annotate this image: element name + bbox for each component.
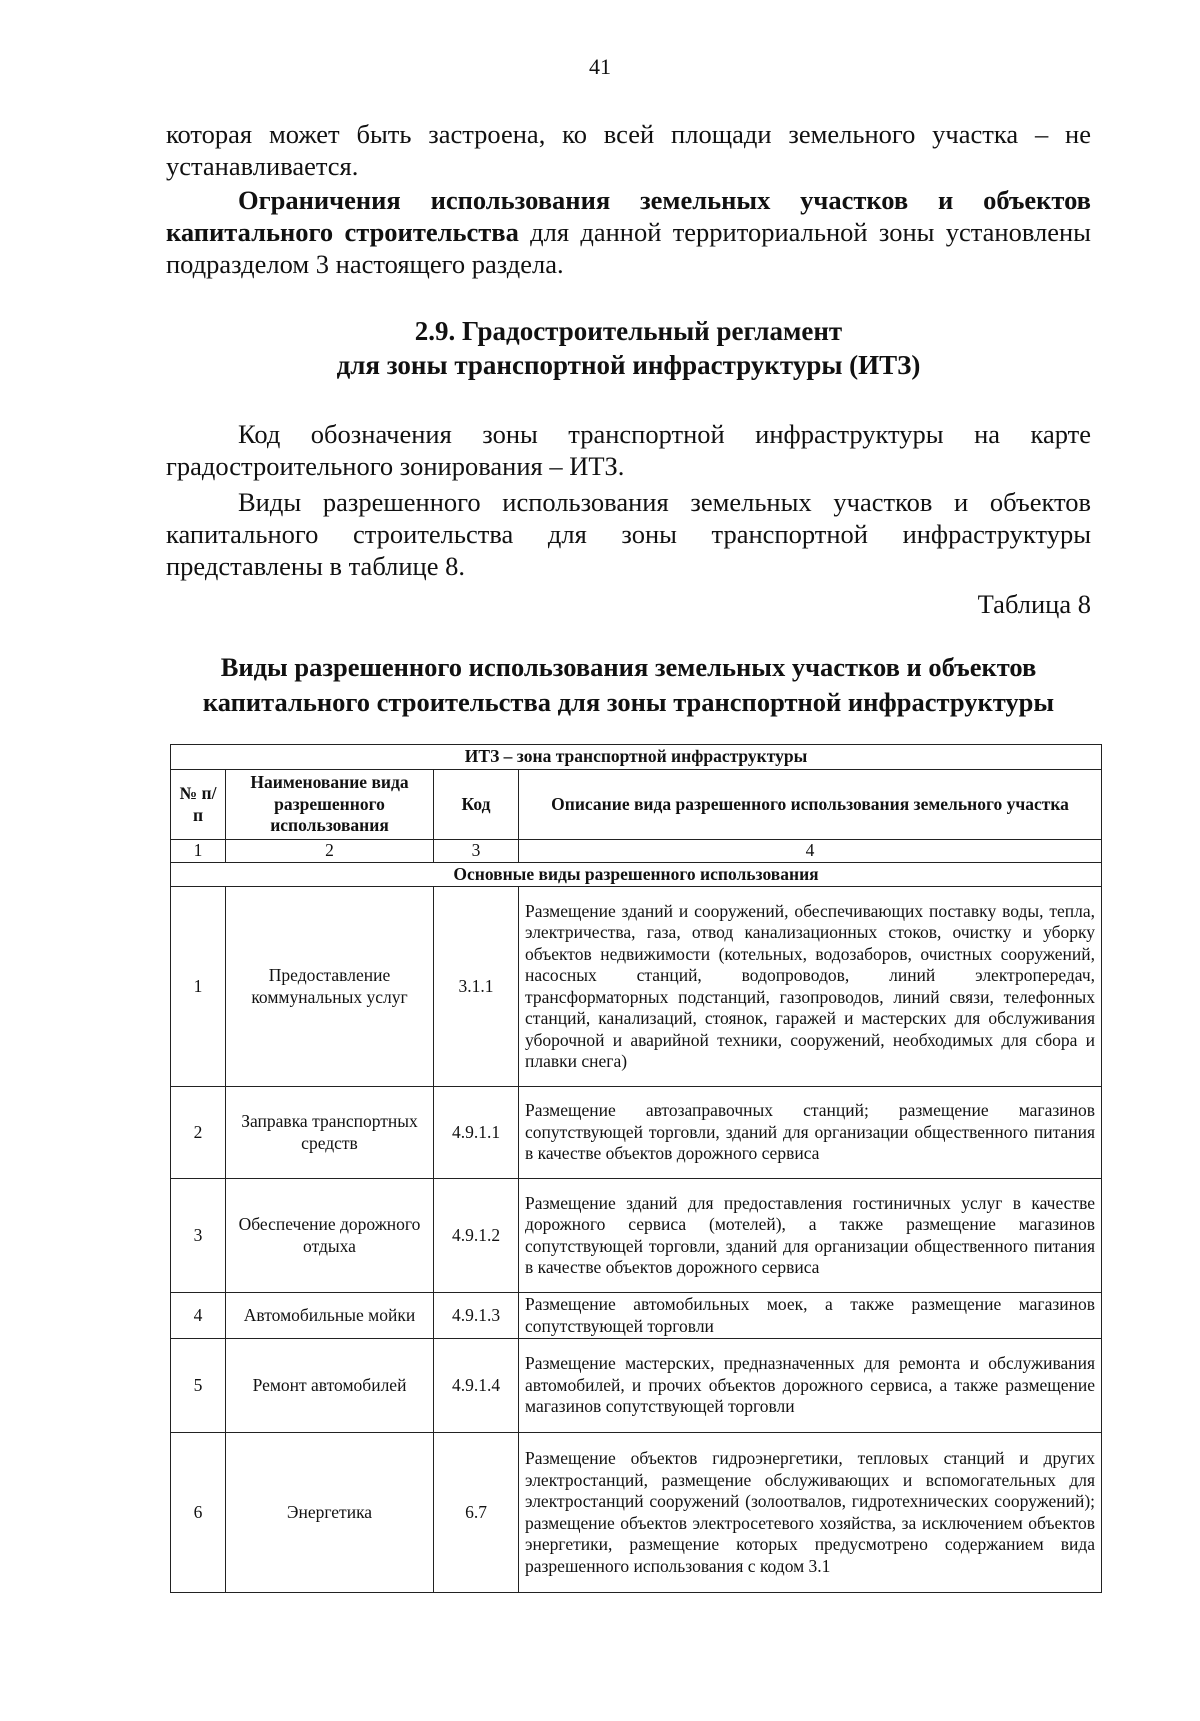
row-num: 2: [171, 1087, 226, 1179]
row-name: Автомобильные мойки: [226, 1293, 434, 1339]
landuse-intro-text: Виды разрешенного использования земельных участков и объектов капитального строительства для зоны транспортной инфраструктуры представлены в таблице 8.: [166, 487, 1091, 581]
zone-code-paragraph: [166, 418, 1091, 482]
section-heading-line1: 2.9. Градостроительный регламент: [414, 316, 843, 346]
table-label: [166, 588, 1091, 620]
landuse-intro-paragraph: [166, 486, 1091, 582]
col-number-4: 4: [519, 840, 1102, 863]
row-num: 3: [171, 1179, 226, 1293]
col-header-code: Код: [434, 770, 519, 840]
row-description: Размещение мастерских, предназначенных для ремонта и обслуживания автомобилей, и прочих объектов дорожного сервиса, а также размещение магазинов сопутствующей торговли: [519, 1339, 1102, 1433]
column-header-row: [171, 770, 1102, 840]
table-row: [171, 1087, 1102, 1179]
row-code: 4.9.1.2: [434, 1179, 519, 1293]
intro-continuation: [166, 118, 1091, 182]
col-number-3: 3: [434, 840, 519, 863]
restriction-bold-text: Ограничения использования земельных участков и объектов капитального строительства: [166, 185, 1091, 247]
row-num: 6: [171, 1433, 226, 1593]
table-row: [171, 1293, 1102, 1339]
row-code: 4.9.1.3: [434, 1293, 519, 1339]
group-header: Основные виды разрешенного использования: [171, 863, 1102, 887]
row-code: 4.9.1.1: [434, 1087, 519, 1179]
table-title-line1: Виды разрешенного использования земельных участков и объектов: [220, 652, 1037, 682]
col-header-desc: Описание вида разрешенного использования земельного участка: [519, 770, 1102, 840]
row-description: Размещение автомобильных моек, а также размещение магазинов сопутствующей торговли: [519, 1293, 1102, 1339]
restriction-paragraph: [166, 184, 1091, 280]
row-num: 5: [171, 1339, 226, 1433]
table-row: [171, 887, 1102, 1087]
table-row: [171, 1339, 1102, 1433]
row-code: 3.1.1: [434, 887, 519, 1087]
group-header-row: [171, 863, 1102, 887]
page-number: 41: [589, 54, 611, 79]
row-name: Предоставление коммунальных услуг: [226, 887, 434, 1087]
row-description: Размещение объектов гидроэнергетики, тепловых станций и других электростанций, размещение обслуживающих и вспомогательных для электростанций сооружений (золоотвалов, гидротехнических сооружений); размещение объектов электросетевого хозяйства, за исключением объектов энергетики, размещение которых предусмотрено содержанием вида разрешенного использования с кодом 3.1: [519, 1433, 1102, 1593]
col-header-name: Наименование вида разрешенного использования: [226, 770, 434, 840]
column-number-row: [171, 840, 1102, 863]
zone-code-text: Код обозначения зоны транспортной инфраструктуры на карте градостроительного зонирования – ИТЗ.: [166, 419, 1091, 481]
col-number-2: 2: [226, 840, 434, 863]
zone-header: ИТЗ – зона транспортной инфраструктуры: [171, 745, 1102, 770]
row-code: 6.7: [434, 1433, 519, 1593]
row-num: 4: [171, 1293, 226, 1339]
continuation-paragraph: которая может быть застроена, ко всей площади земельного участка – не устанавливается.: [166, 119, 1091, 181]
row-description: Размещение зданий и сооружений, обеспечивающих поставку воды, тепла, электричества, газа, отвод канализационных стоков, очистку и уборку объектов недвижимости (котельных, водозаборов, очистных сооружений, насосных станций, водопроводов, линий электропередач, трансформаторных подстанций, газопроводов, линий связи, телефонных станций, канализаций, стоянок, гаражей и мастерских для обслуживания уборочной и аварийной техники, сооружений, необходимых для сбора и плавки снега): [519, 887, 1102, 1087]
row-name: Энергетика: [226, 1433, 434, 1593]
section-heading: [166, 314, 1091, 382]
table-title-line2: капитального строительства для зоны транспортной инфраструктуры: [202, 687, 1055, 717]
row-name: Заправка транспортных средств: [226, 1087, 434, 1179]
col-number-1: 1: [171, 840, 226, 863]
row-num: 1: [171, 887, 226, 1087]
table-label-text: Таблица 8: [977, 589, 1091, 619]
row-description: Размещение зданий для предоставления гостиничных услуг в качестве дорожного сервиса (мотелей), а также размещение магазинов сопутствующей торговли, зданий для организации общественного питания в качестве объектов дорожного сервиса: [519, 1179, 1102, 1293]
restriction-rest-text: для данной территориальной зоны установлены подразделом 3 настоящего раздела.: [166, 217, 1091, 279]
zone-header-row: [171, 745, 1102, 770]
row-name: Ремонт автомобилей: [226, 1339, 434, 1433]
row-name: Обеспечение дорожного отдыха: [226, 1179, 434, 1293]
col-header-num: № п/п: [171, 770, 226, 840]
landuse-table: [170, 744, 1102, 1593]
table-row: [171, 1179, 1102, 1293]
row-description: Размещение автозаправочных станций; размещение магазинов сопутствующей торговли, зданий для организации общественного питания в качестве объектов дорожного сервиса: [519, 1087, 1102, 1179]
section-heading-line2: для зоны транспортной инфраструктуры (ИТЗ): [336, 350, 921, 380]
table-title: [166, 650, 1091, 720]
table-row: [171, 1433, 1102, 1593]
row-code: 4.9.1.4: [434, 1339, 519, 1433]
